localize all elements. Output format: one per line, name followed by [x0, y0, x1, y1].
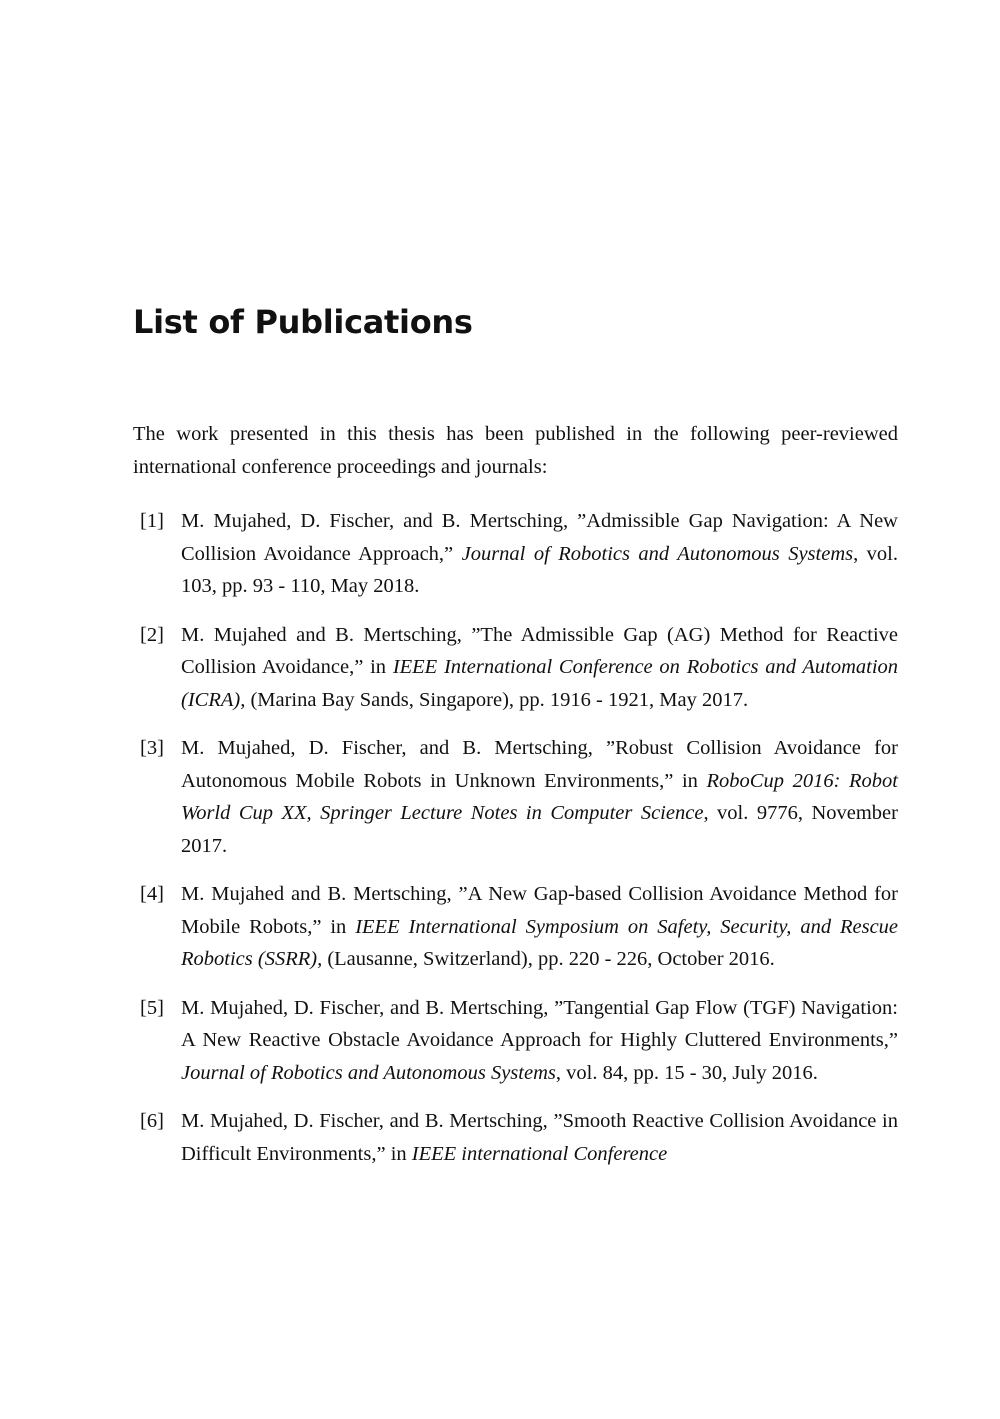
publication-venue: Journal of Robotics and Autonomous Systems: [461, 542, 854, 565]
publication-text: [181, 737, 898, 857]
publication-text: [181, 624, 898, 711]
publication-venue: IEEE International Symposium on Safety, Security, and Rescue Robotics (SSRR),: [181, 915, 899, 970]
publication-details: , vol. 84, pp. 15 - 30, July 2016.: [555, 1061, 818, 1084]
publication-authors-title: M. Mujahed, D. Fischer, and B. Mertsching, ”Tangential Gap Flow (TGF) Navigation: A New Reactive Obstacle Avoidance Approach for Highly Cluttered Environments,”: [181, 996, 898, 1051]
publication-details: (Marina Bay Sands, Singapore), pp. 1916 - 1921, May 2017.: [245, 688, 749, 711]
publication-details: (Lausanne, Switzerland), pp. 220 - 226, October 2016.: [322, 948, 775, 970]
publication-item-4: [133, 878, 898, 976]
publication-number: [5]: [140, 996, 164, 1019]
publication-authors-title: M. Mujahed, D. Fischer, and B. Mertsching, ”Smooth Reactive Collision Avoidance in Difficult Environments,” in: [181, 1110, 898, 1165]
publication-number: [3]: [140, 737, 164, 759]
publication-item-1: [133, 505, 898, 603]
publication-number: [2]: [140, 623, 164, 646]
publication-item-6: [133, 1105, 898, 1170]
publication-number: [1]: [140, 510, 164, 532]
publication-number: [4]: [140, 883, 164, 905]
chapter-title: List of Publications: [133, 303, 473, 341]
publication-item-2: [133, 619, 898, 717]
publication-text: [181, 997, 898, 1084]
publication-venue: Journal of Robotics and Autonomous Systems: [181, 1061, 556, 1084]
publication-authors-title: M. Mujahed and B. Mertsching, ”The Admissible Gap (AG) Method for Reactive Collision Avoidance,” in: [181, 623, 898, 678]
publication-authors-title: M. Mujahed and B. Mertsching, ”A New Gap-based Collision Avoidance Method for Mobile Robots,” in: [181, 883, 898, 938]
publication-venue: IEEE International Conference on Robotics and Automation (ICRA),: [181, 656, 899, 711]
publication-text: [181, 1110, 898, 1165]
publication-venue: IEEE international Conference: [411, 1142, 668, 1165]
publication-list: [133, 505, 898, 1186]
publication-item-5: [133, 992, 898, 1090]
publication-authors-title: M. Mujahed, D. Fischer, and B. Mertsching, ”Robust Collision Avoidance for Autonomous Mobile Robots in Unknown Environments,” in: [181, 737, 898, 792]
publication-venue: RoboCup 2016: Robot World Cup XX, Springer Lecture Notes in Computer Science: [181, 769, 898, 824]
publication-authors-title: M. Mujahed, D. Fischer, and B. Mertsching, ”Admissible Gap Navigation: A New Collision Avoidance Approach,”: [181, 510, 898, 565]
publication-details: , vol. 103, pp. 93 - 110, May 2018.: [181, 542, 899, 597]
publication-number: [6]: [140, 1110, 164, 1132]
publication-text: [181, 510, 898, 597]
intro-paragraph: The work presented in this thesis has been published in the following peer-reviewed international conference proceedings and journals:: [133, 423, 898, 478]
publication-item-3: [133, 732, 898, 862]
publication-details: , vol. 9776, November 2017.: [181, 802, 898, 857]
publication-text: [181, 883, 898, 970]
